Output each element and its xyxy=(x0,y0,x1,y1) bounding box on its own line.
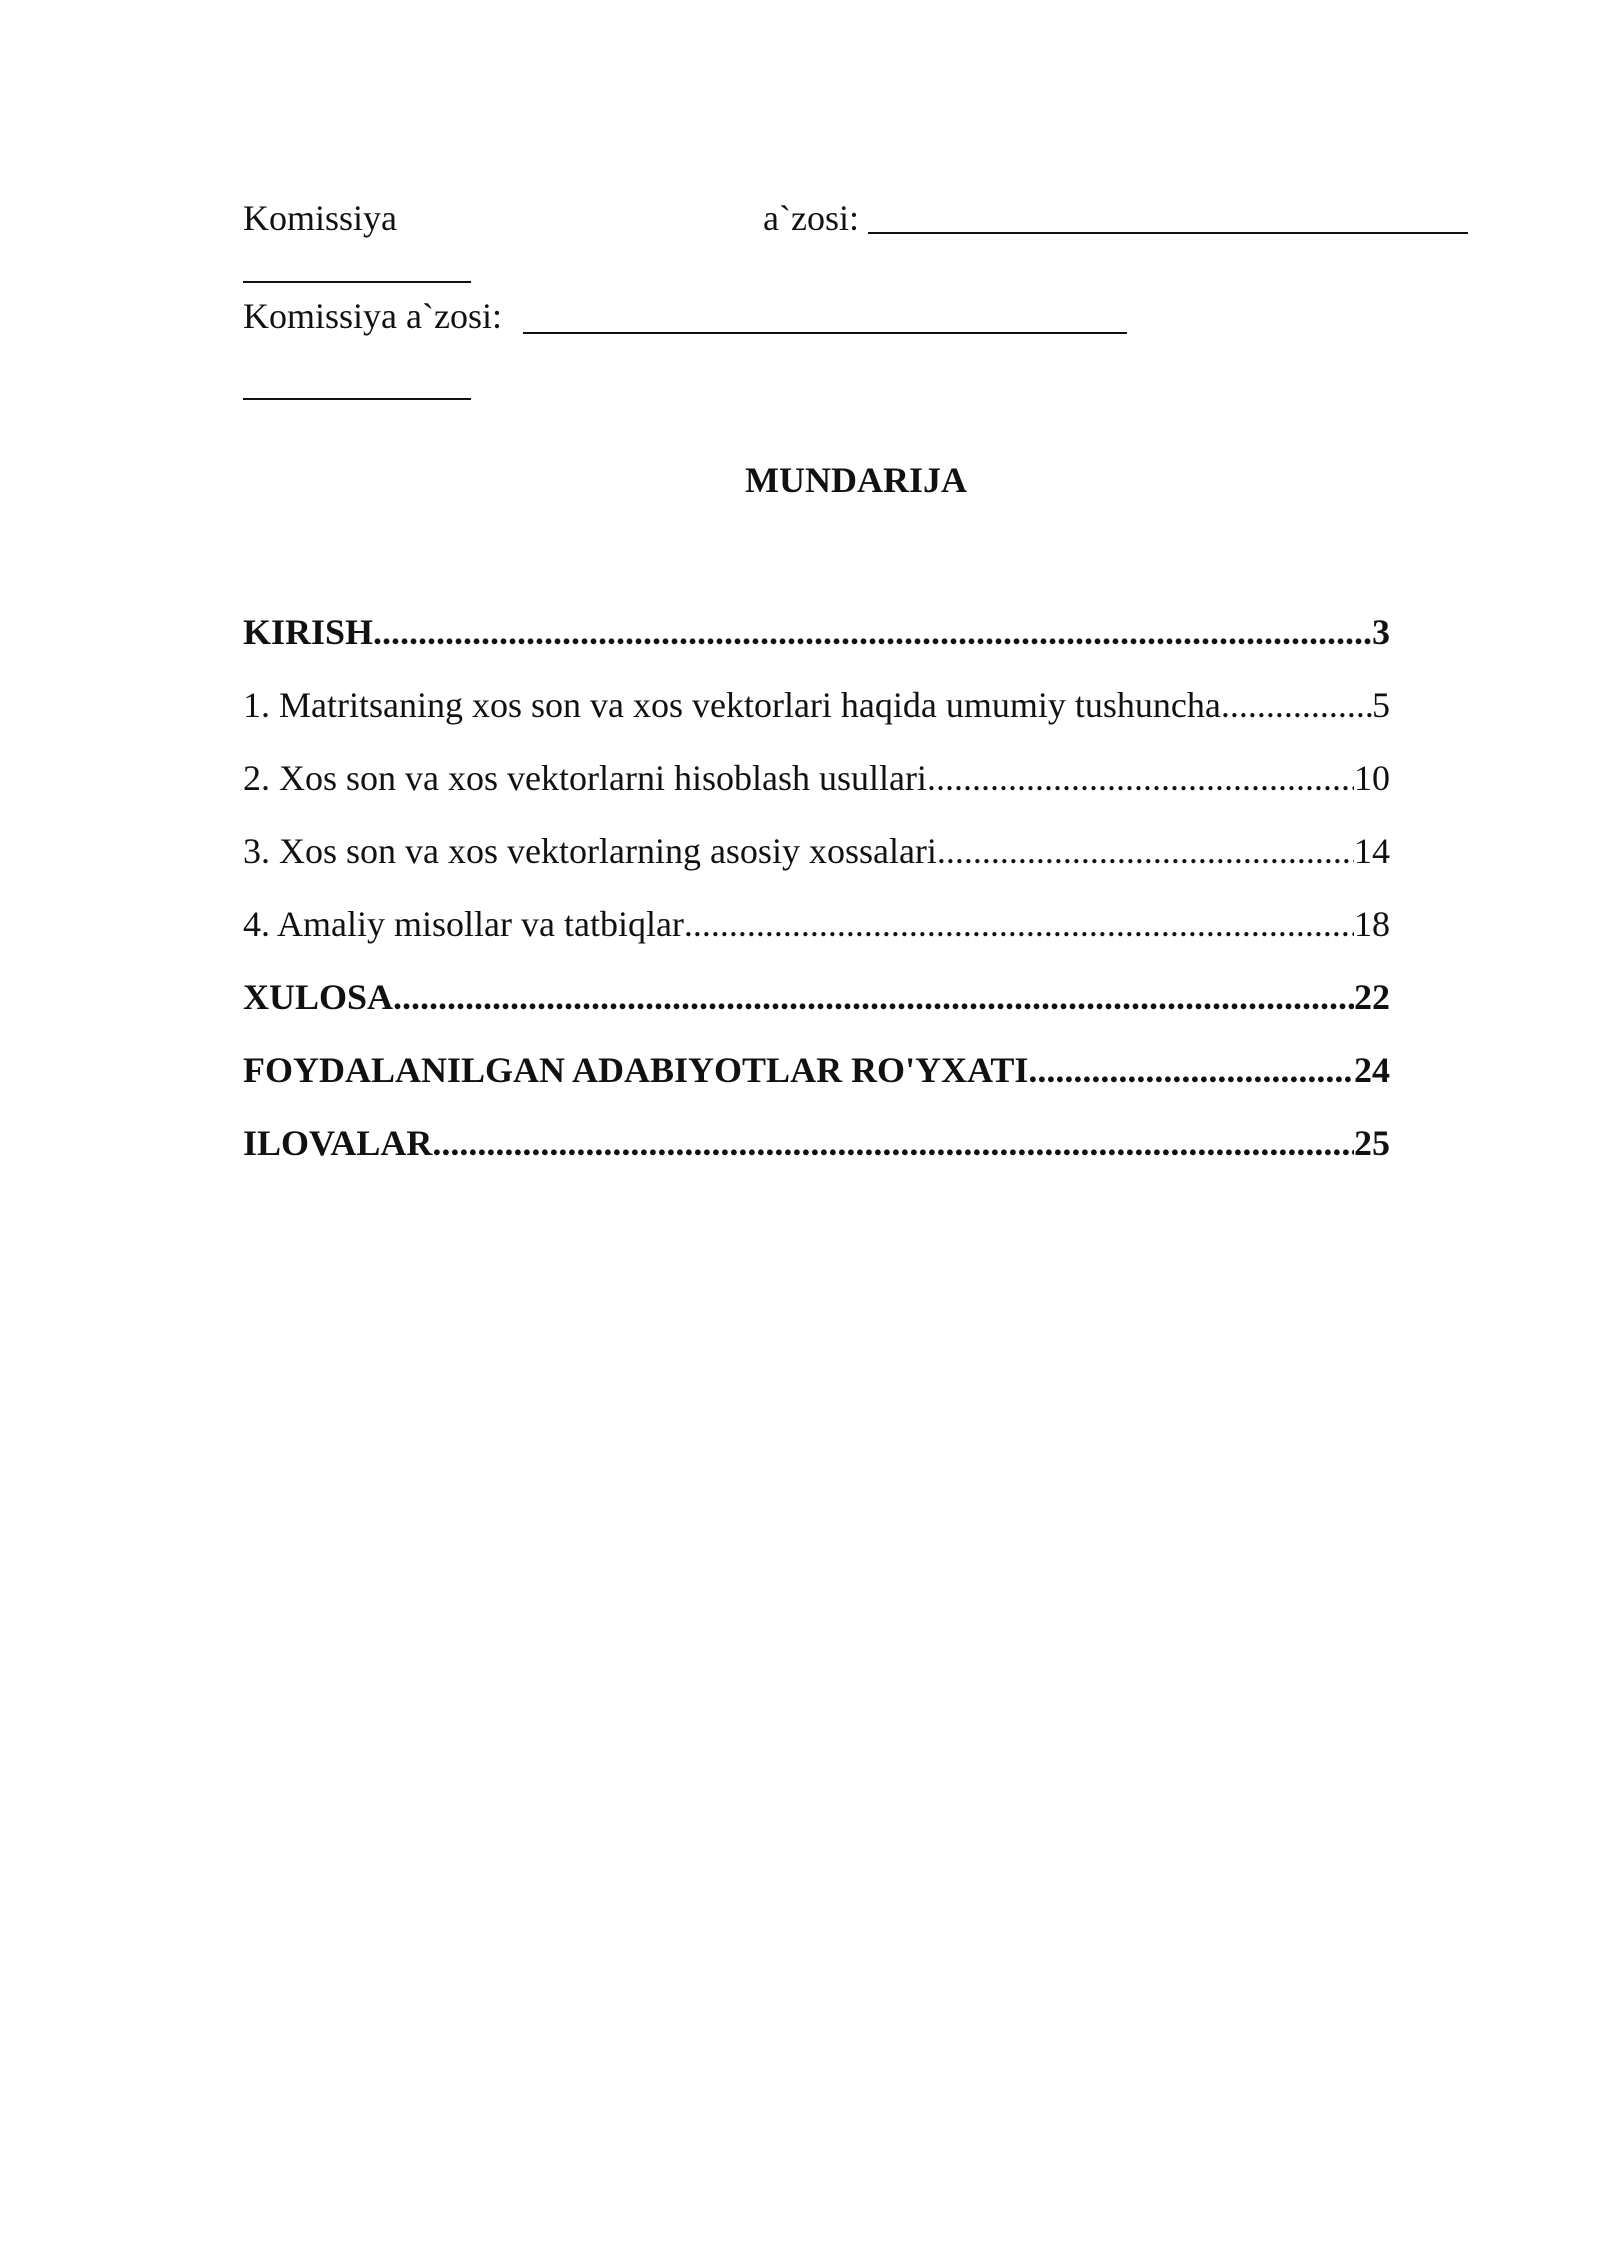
toc-entry-page-number: 3 xyxy=(1372,612,1390,652)
toc-entry-title: ILOVALAR xyxy=(243,1123,433,1163)
toc-dot-leader xyxy=(937,829,1354,873)
toc-entry[interactable] xyxy=(243,1048,1390,1121)
signature-label-2: Komissiya a`zosi: xyxy=(243,296,502,336)
toc-entry[interactable] xyxy=(243,1121,1390,1194)
toc-entry[interactable] xyxy=(243,683,1390,756)
toc-dot-leader xyxy=(1221,683,1372,727)
toc-entry-page-number: 24 xyxy=(1354,1050,1390,1090)
toc-entry-title: 2. Xos son va xos vektorlarni hisoblash usullari xyxy=(243,758,927,798)
toc-heading: MUNDARIJA xyxy=(745,460,967,500)
toc-entry-title: KIRISH xyxy=(243,612,374,652)
toc-entry[interactable] xyxy=(243,902,1390,975)
signature-label-1-role: a`zosi: xyxy=(763,198,859,238)
toc-entry-title: 4. Amaliy misollar va tatbiqlar xyxy=(243,904,684,944)
toc-entry-title: 3. Xos son va xos vektorlarning asosiy xossalari xyxy=(243,831,937,871)
toc-entry-page-number: 14 xyxy=(1354,831,1390,871)
toc-dot-leader xyxy=(927,756,1354,800)
toc-entry-page-number: 18 xyxy=(1354,904,1390,944)
toc-dot-leader xyxy=(1028,1048,1354,1092)
toc-entry-page-number: 10 xyxy=(1354,758,1390,798)
toc-entry[interactable] xyxy=(243,975,1390,1048)
signature-line-1-continuation xyxy=(243,281,471,283)
toc-entry[interactable] xyxy=(243,756,1390,829)
toc-dot-leader xyxy=(684,902,1354,946)
toc-entry-title: 1. Matritsaning xos son va xos vektorlari haqida umumiy tushuncha xyxy=(243,685,1221,725)
signature-line-1 xyxy=(868,232,1468,234)
toc-dot-leader xyxy=(393,975,1354,1019)
toc-entry-page-number: 22 xyxy=(1354,977,1390,1017)
toc-entry-page-number: 5 xyxy=(1372,685,1390,725)
signature-line-2-continuation xyxy=(243,398,471,400)
toc-entry[interactable] xyxy=(243,610,1390,683)
toc-entry[interactable] xyxy=(243,829,1390,902)
toc-entry-title: FOYDALANILGAN ADABIYOTLAR RO'YXATI xyxy=(243,1050,1029,1090)
table-of-contents xyxy=(243,610,1390,1194)
toc-dot-leader xyxy=(373,610,1372,654)
toc-dot-leader xyxy=(432,1121,1354,1165)
signature-label-1: Komissiya xyxy=(243,198,398,238)
toc-entry-page-number: 25 xyxy=(1354,1123,1390,1163)
toc-entry-title: XULOSA xyxy=(243,977,394,1017)
signature-line-2 xyxy=(523,332,1127,334)
